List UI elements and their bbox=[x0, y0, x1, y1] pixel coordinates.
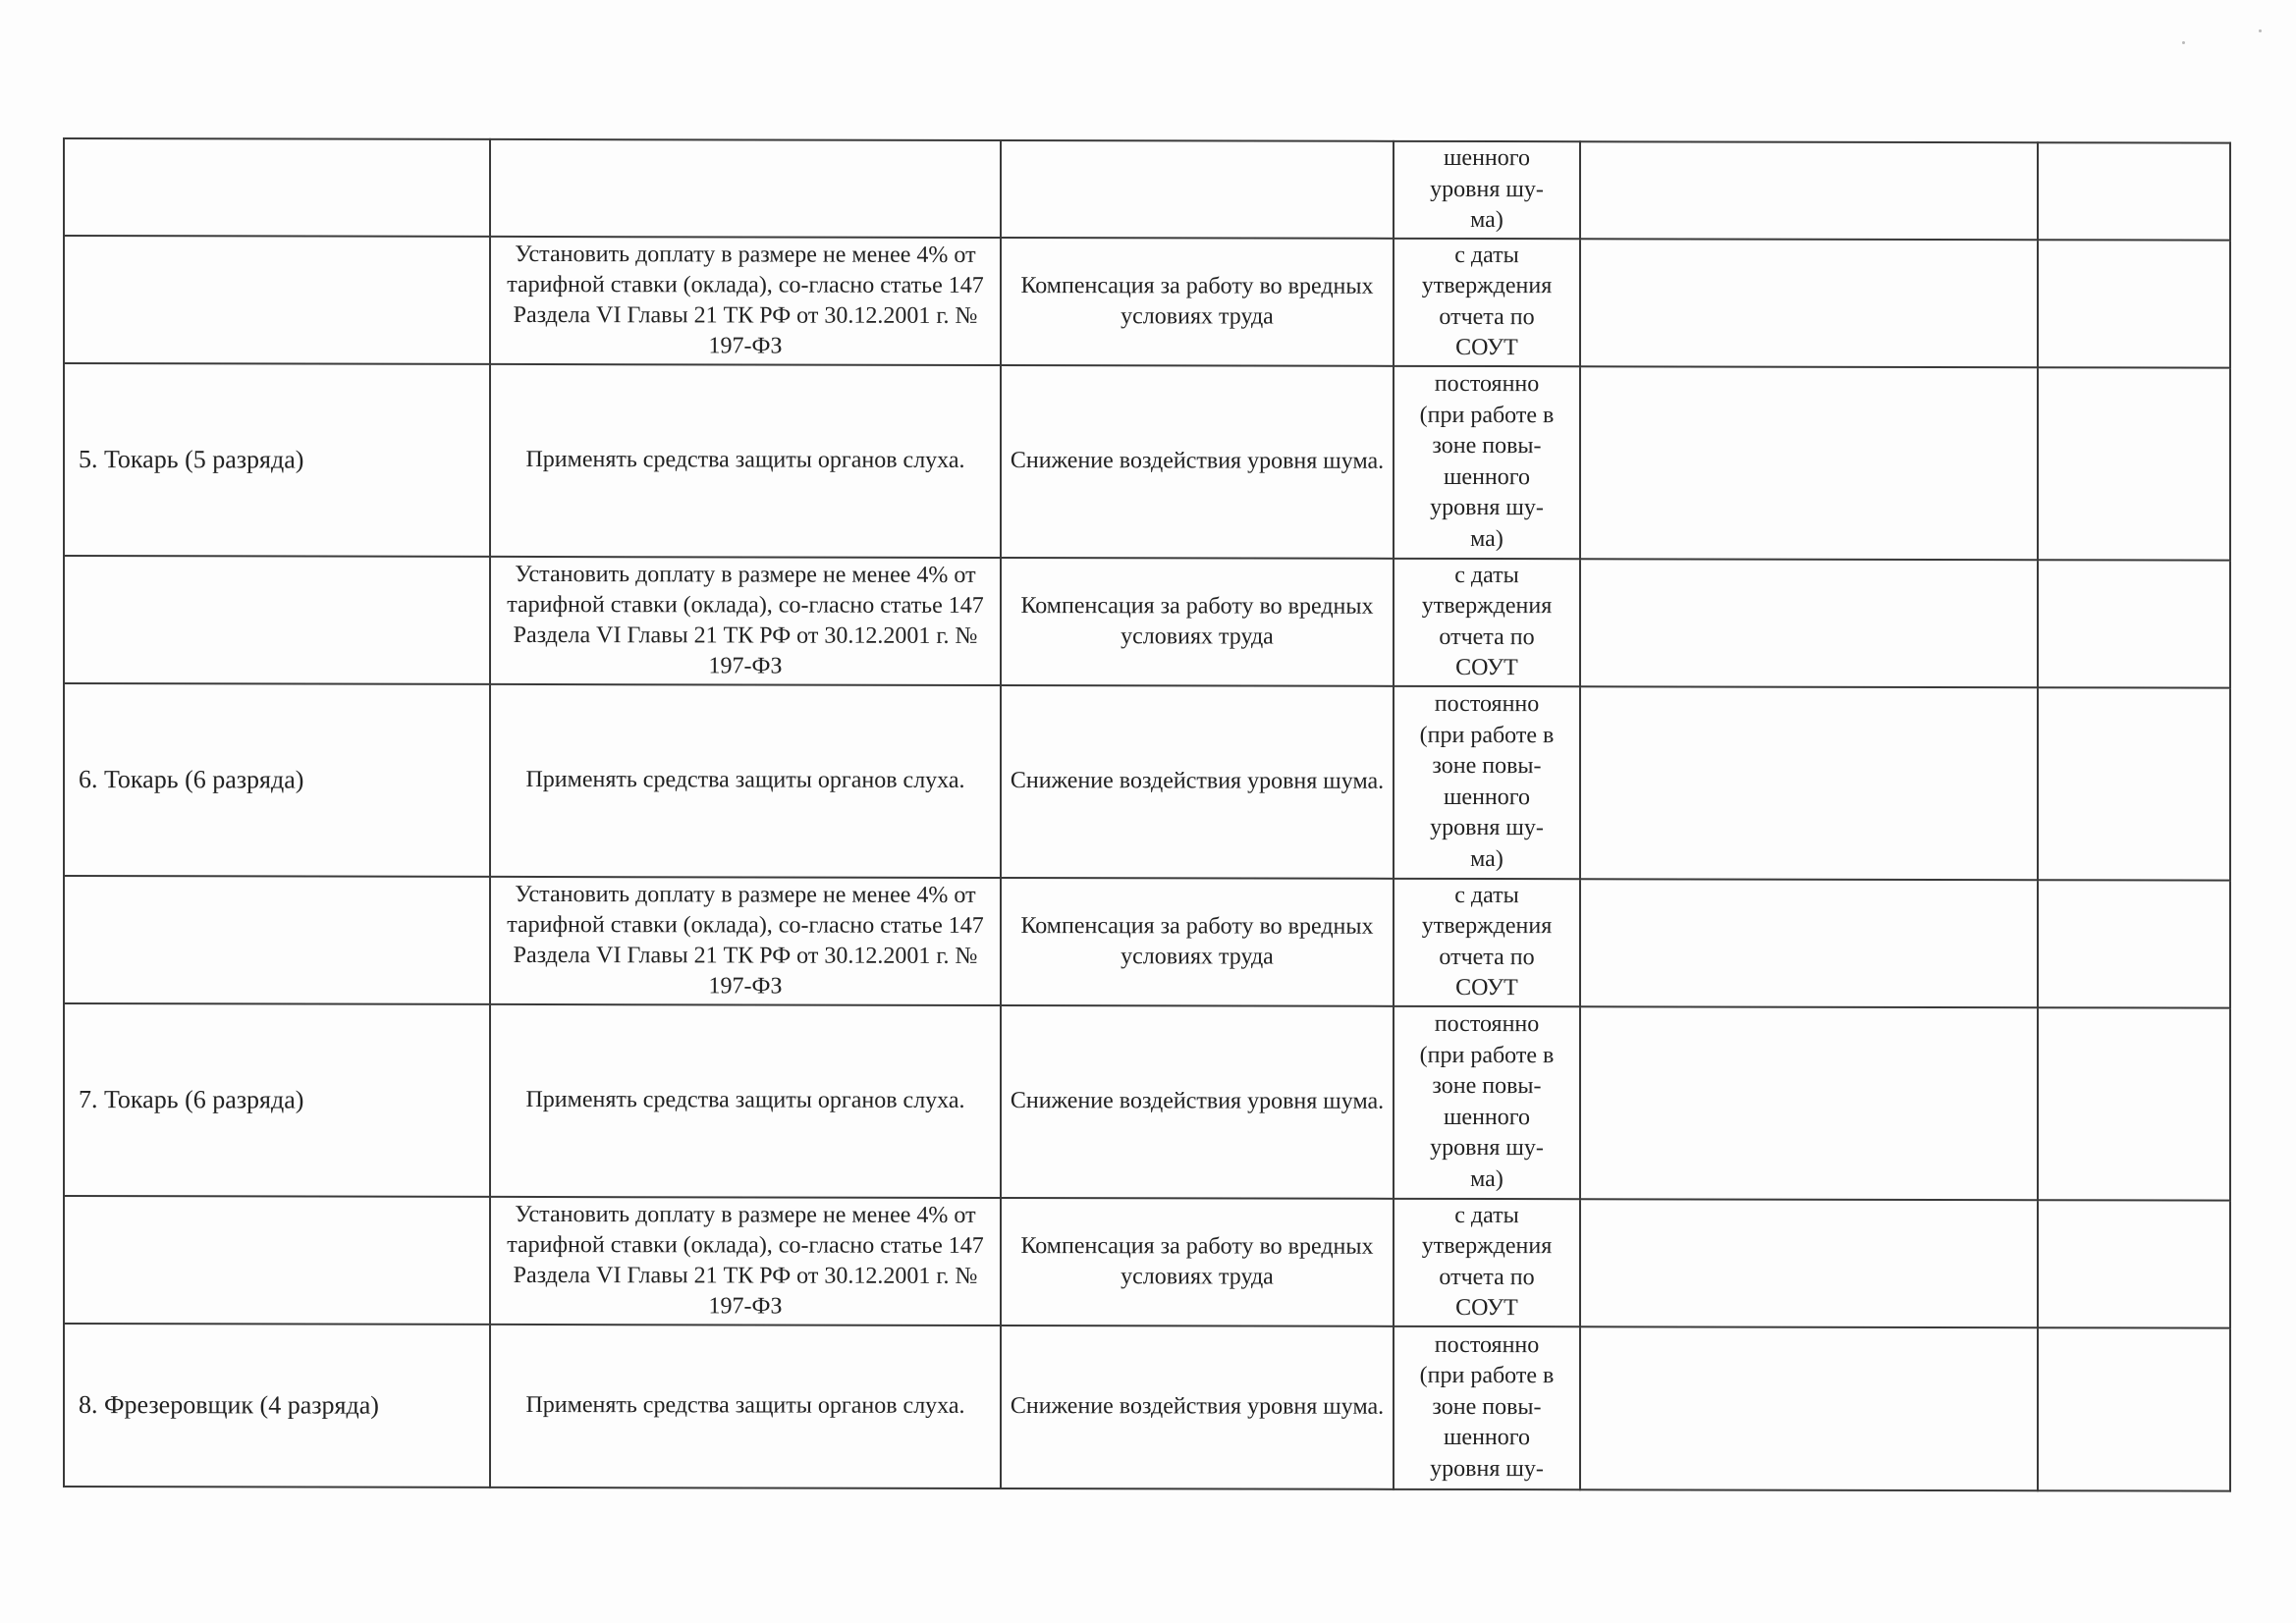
term-line: отчета по bbox=[1439, 944, 1535, 970]
scan-speck bbox=[2259, 29, 2262, 32]
responsible-cell bbox=[1580, 1326, 2038, 1490]
measure-cell: Применять средства защиты органов слуха. bbox=[490, 1003, 1001, 1197]
goal-cell: Снижение воздействия уровня шума. bbox=[1001, 365, 1394, 559]
table-body bbox=[64, 138, 2230, 1490]
responsible-cell bbox=[1580, 366, 2038, 560]
term-line: СОУТ bbox=[1455, 654, 1518, 681]
term-cell bbox=[1394, 141, 1580, 239]
term-line: шенного bbox=[1443, 463, 1531, 490]
sout-measures-table bbox=[63, 137, 2231, 1491]
measure-cell: Установить доплату в размере не менее 4% от тарифной ставки (оклада), со-гласно статье 147 Раздела VI Главы 21 ТК РФ от 30.12.2001 г. № 197-ФЗ bbox=[490, 556, 1001, 684]
note-cell bbox=[2038, 560, 2230, 687]
term-line: (при работе в bbox=[1419, 1363, 1555, 1389]
term-line: постоянно bbox=[1434, 370, 1540, 398]
position-cell bbox=[64, 236, 490, 364]
note-cell bbox=[2038, 1200, 2230, 1327]
term-line: СОУТ bbox=[1455, 1294, 1518, 1322]
goal-cell: Компенсация за работу во вредных условиях труда bbox=[1001, 878, 1394, 1006]
responsible-cell bbox=[1580, 1006, 2038, 1200]
measure-cell: Установить доплату в размере не менее 4% от тарифной ставки (оклада), со-гласно статье 147 Раздела VI Главы 21 ТК РФ от 30.12.2001 г. № 197-ФЗ bbox=[490, 876, 1001, 1004]
measure-cell: Установить доплату в размере не менее 4% от тарифной ставки (оклада), со-гласно статье 147 Раздела VI Главы 21 ТК РФ от 30.12.2001 г. № 197-ФЗ bbox=[490, 1196, 1001, 1325]
term-cell bbox=[1394, 558, 1580, 685]
measure-cell: Применять средства защиты органов слуха. bbox=[490, 1324, 1001, 1488]
scan-speck bbox=[2182, 41, 2185, 44]
table-row bbox=[64, 556, 2230, 688]
goal-cell bbox=[1001, 140, 1394, 238]
term-line: утверждения bbox=[1421, 272, 1553, 299]
table-row bbox=[64, 1324, 2230, 1491]
note-cell bbox=[2038, 367, 2230, 560]
term-line: постоянно bbox=[1434, 1010, 1540, 1038]
term-line: с даты bbox=[1454, 562, 1519, 588]
goal-cell: Компенсация за работу во вредных условиях труда bbox=[1001, 1198, 1394, 1326]
term-line: СОУТ bbox=[1455, 974, 1518, 1001]
term-line: уровня шу- bbox=[1430, 1455, 1544, 1482]
term-line: шенного bbox=[1443, 1104, 1531, 1130]
term-line: зоне повы- bbox=[1432, 1072, 1542, 1100]
responsible-cell bbox=[1580, 559, 2038, 687]
responsible-cell bbox=[1580, 686, 2038, 880]
term-line: зоне повы- bbox=[1432, 752, 1542, 780]
responsible-cell bbox=[1580, 239, 2038, 367]
responsible-cell bbox=[1580, 1199, 2038, 1327]
term-line: уровня шу- bbox=[1430, 494, 1544, 521]
note-cell bbox=[2038, 880, 2230, 1007]
note-cell bbox=[2038, 142, 2230, 240]
position-cell bbox=[64, 138, 490, 236]
term-line: ма) bbox=[1470, 845, 1503, 872]
term-line: уровня шу- bbox=[1430, 176, 1544, 202]
measure-cell: Применять средства защиты органов слуха. bbox=[490, 683, 1001, 877]
table-row bbox=[64, 1196, 2230, 1328]
term-line: с даты bbox=[1454, 882, 1519, 908]
position-cell bbox=[64, 556, 490, 684]
position-cell bbox=[64, 876, 490, 1004]
term-line: утверждения bbox=[1421, 592, 1553, 620]
term-line: уровня шу- bbox=[1430, 1134, 1544, 1162]
responsible-cell bbox=[1580, 141, 2038, 239]
term-cell bbox=[1394, 1325, 1580, 1488]
term-cell bbox=[1394, 238, 1580, 365]
term-line: уровня шу- bbox=[1430, 814, 1544, 841]
term-line: с даты bbox=[1454, 1202, 1519, 1228]
goal-cell: Снижение воздействия уровня шума. bbox=[1001, 1005, 1394, 1199]
note-cell bbox=[2038, 240, 2230, 367]
term-line: отчета по bbox=[1439, 623, 1535, 650]
term-line: ма) bbox=[1470, 1165, 1503, 1192]
goal-cell: Снижение воздействия уровня шума. bbox=[1001, 685, 1394, 879]
note-cell bbox=[2038, 1327, 2230, 1490]
note-cell bbox=[2038, 1007, 2230, 1200]
term-cell bbox=[1394, 1198, 1580, 1325]
position-cell: 8. Фрезеровщик (4 разряда) bbox=[64, 1324, 490, 1488]
term-cell bbox=[1394, 365, 1580, 558]
measure-cell: Установить доплату в размере не менее 4% от тарифной ставки (оклада), со-гласно статье 147 Раздела VI Главы 21 ТК РФ от 30.12.2001 г. № 197-ФЗ bbox=[490, 236, 1001, 364]
term-cell bbox=[1394, 685, 1580, 878]
position-cell: 5. Токарь (5 разряда) bbox=[64, 363, 490, 557]
measure-cell bbox=[490, 139, 1001, 238]
term-cell bbox=[1394, 1005, 1580, 1198]
table-row bbox=[64, 683, 2230, 881]
term-line: (при работе в bbox=[1419, 722, 1555, 748]
goal-cell: Компенсация за работу во вредных условиях труда bbox=[1001, 238, 1394, 366]
term-line: ма) bbox=[1470, 207, 1503, 234]
term-line: шенного bbox=[1443, 144, 1531, 172]
note-cell bbox=[2038, 687, 2230, 880]
position-cell: 7. Токарь (6 разряда) bbox=[64, 1003, 490, 1197]
term-line: отчета по bbox=[1439, 303, 1535, 330]
term-line: постоянно bbox=[1434, 690, 1540, 718]
measure-cell: Применять средства защиты органов слуха. bbox=[490, 363, 1001, 557]
table-row bbox=[64, 876, 2230, 1008]
table-row bbox=[64, 363, 2230, 561]
term-line: отчета по bbox=[1439, 1264, 1535, 1290]
term-line: зоне повы- bbox=[1432, 432, 1542, 460]
goal-cell: Компенсация за работу во вредных условиях труда bbox=[1001, 558, 1394, 686]
term-line: (при работе в bbox=[1419, 402, 1555, 428]
position-cell bbox=[64, 1196, 490, 1325]
term-cell bbox=[1394, 878, 1580, 1005]
term-line: утверждения bbox=[1421, 912, 1553, 940]
term-line: с даты bbox=[1454, 242, 1519, 268]
term-line: утверждения bbox=[1421, 1232, 1553, 1260]
position-cell: 6. Токарь (6 разряда) bbox=[64, 683, 490, 877]
responsible-cell bbox=[1580, 879, 2038, 1007]
table-row bbox=[64, 138, 2230, 240]
table-row bbox=[64, 236, 2230, 368]
term-line: ма) bbox=[1470, 525, 1503, 552]
term-line: зоне повы- bbox=[1432, 1393, 1542, 1420]
term-line: шенного bbox=[1443, 1425, 1531, 1451]
term-line: (при работе в bbox=[1419, 1042, 1555, 1068]
table-row bbox=[64, 1003, 2230, 1201]
term-line: шенного bbox=[1443, 784, 1531, 810]
term-line: СОУТ bbox=[1455, 334, 1518, 361]
goal-cell: Снижение воздействия уровня шума. bbox=[1001, 1325, 1394, 1489]
term-line: постоянно bbox=[1434, 1331, 1540, 1358]
